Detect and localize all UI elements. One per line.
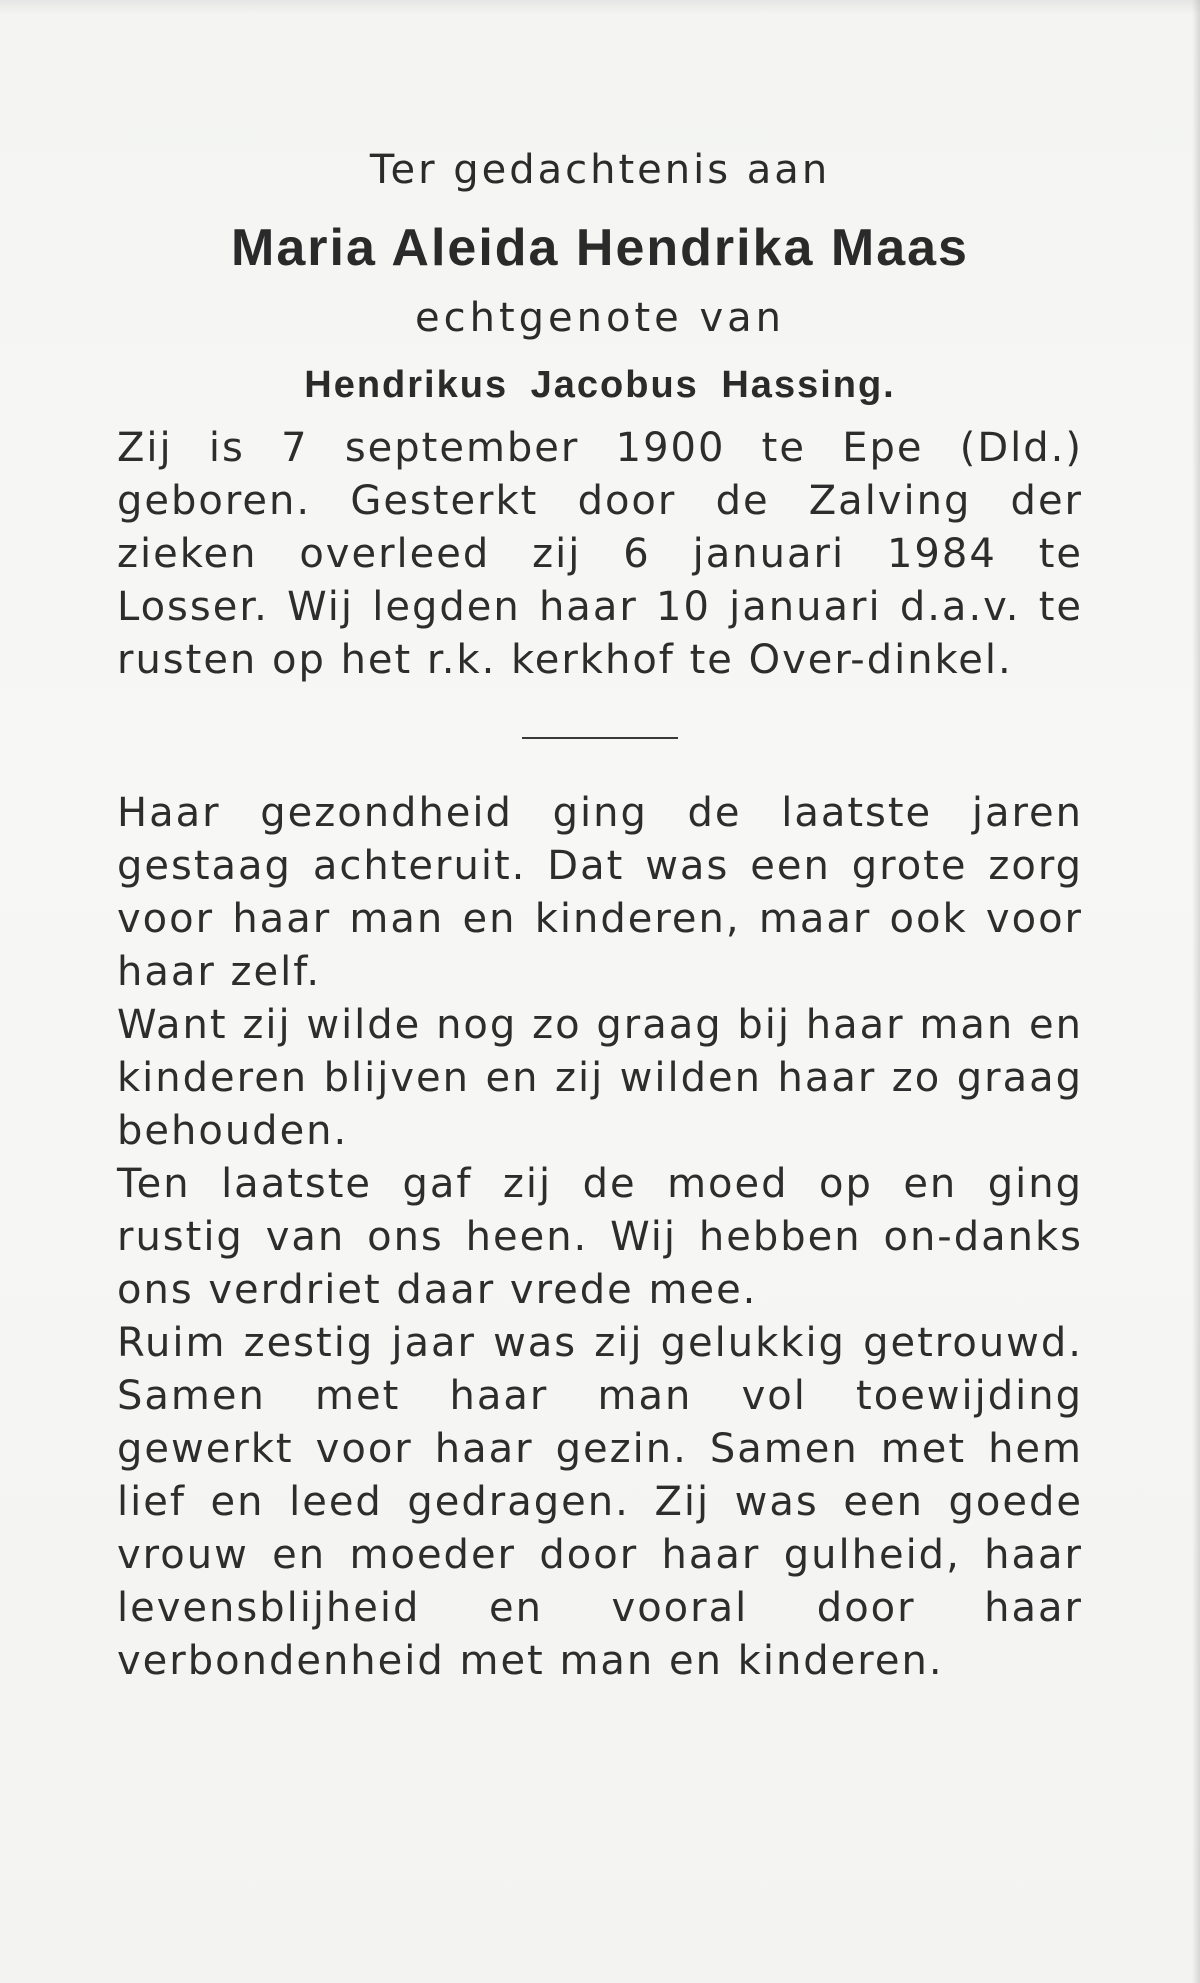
bio-paragraph: Zij is 7 september 1900 te Epe (Dld.) geboren. Gesterkt door de Zalving der zieken overleed zij 6 januari 1984 te Losser. Wij legden haar 10 januari d.a.v. te rusten op het r.k. kerkhof te Over-dinkel.: [117, 425, 1083, 683]
health-paragraph: Haar gezondheid ging de laatste jaren gestaag achteruit. Dat was een grote zorg voor haar man en kinderen, maar ook voor haar zelf.: [117, 790, 1083, 995]
marriage-paragraph: Ruim zestig jaar was zij gelukkig getrouwd. Samen met haar man vol toewijding gewerkt voor haar gezin. Samen met hem lief en leed gedragen. Zij was een goede vrouw en moeder door haar gulheid, haar levensblijheid en vooral door haar verbondenheid met man en kinderen.: [117, 1320, 1083, 1684]
end-paragraph: Ten laatste gaf zij de moed op en ging rustig van ons heen. Wij hebben on-danks ons verdriet daar vrede mee.: [117, 1161, 1083, 1313]
deceased-name: Maria Aleida Hendrika Maas: [231, 219, 969, 277]
paper-edge-top: [0, 0, 1200, 14]
stay-paragraph: Want zij wilde nog zo graag bij haar man en kinderen blijven en zij wilden haar zo graag behouden.: [117, 1002, 1083, 1154]
card-content: [117, 140, 1083, 1688]
relation-line: echtgenote van: [414, 295, 785, 341]
intro-line: Ter gedachtenis aan: [369, 147, 831, 193]
section-divider: [522, 737, 678, 739]
spouse-name: Hendrikus Jacobus Hassing.: [304, 364, 896, 406]
paper-edge-right: [1192, 0, 1200, 1983]
